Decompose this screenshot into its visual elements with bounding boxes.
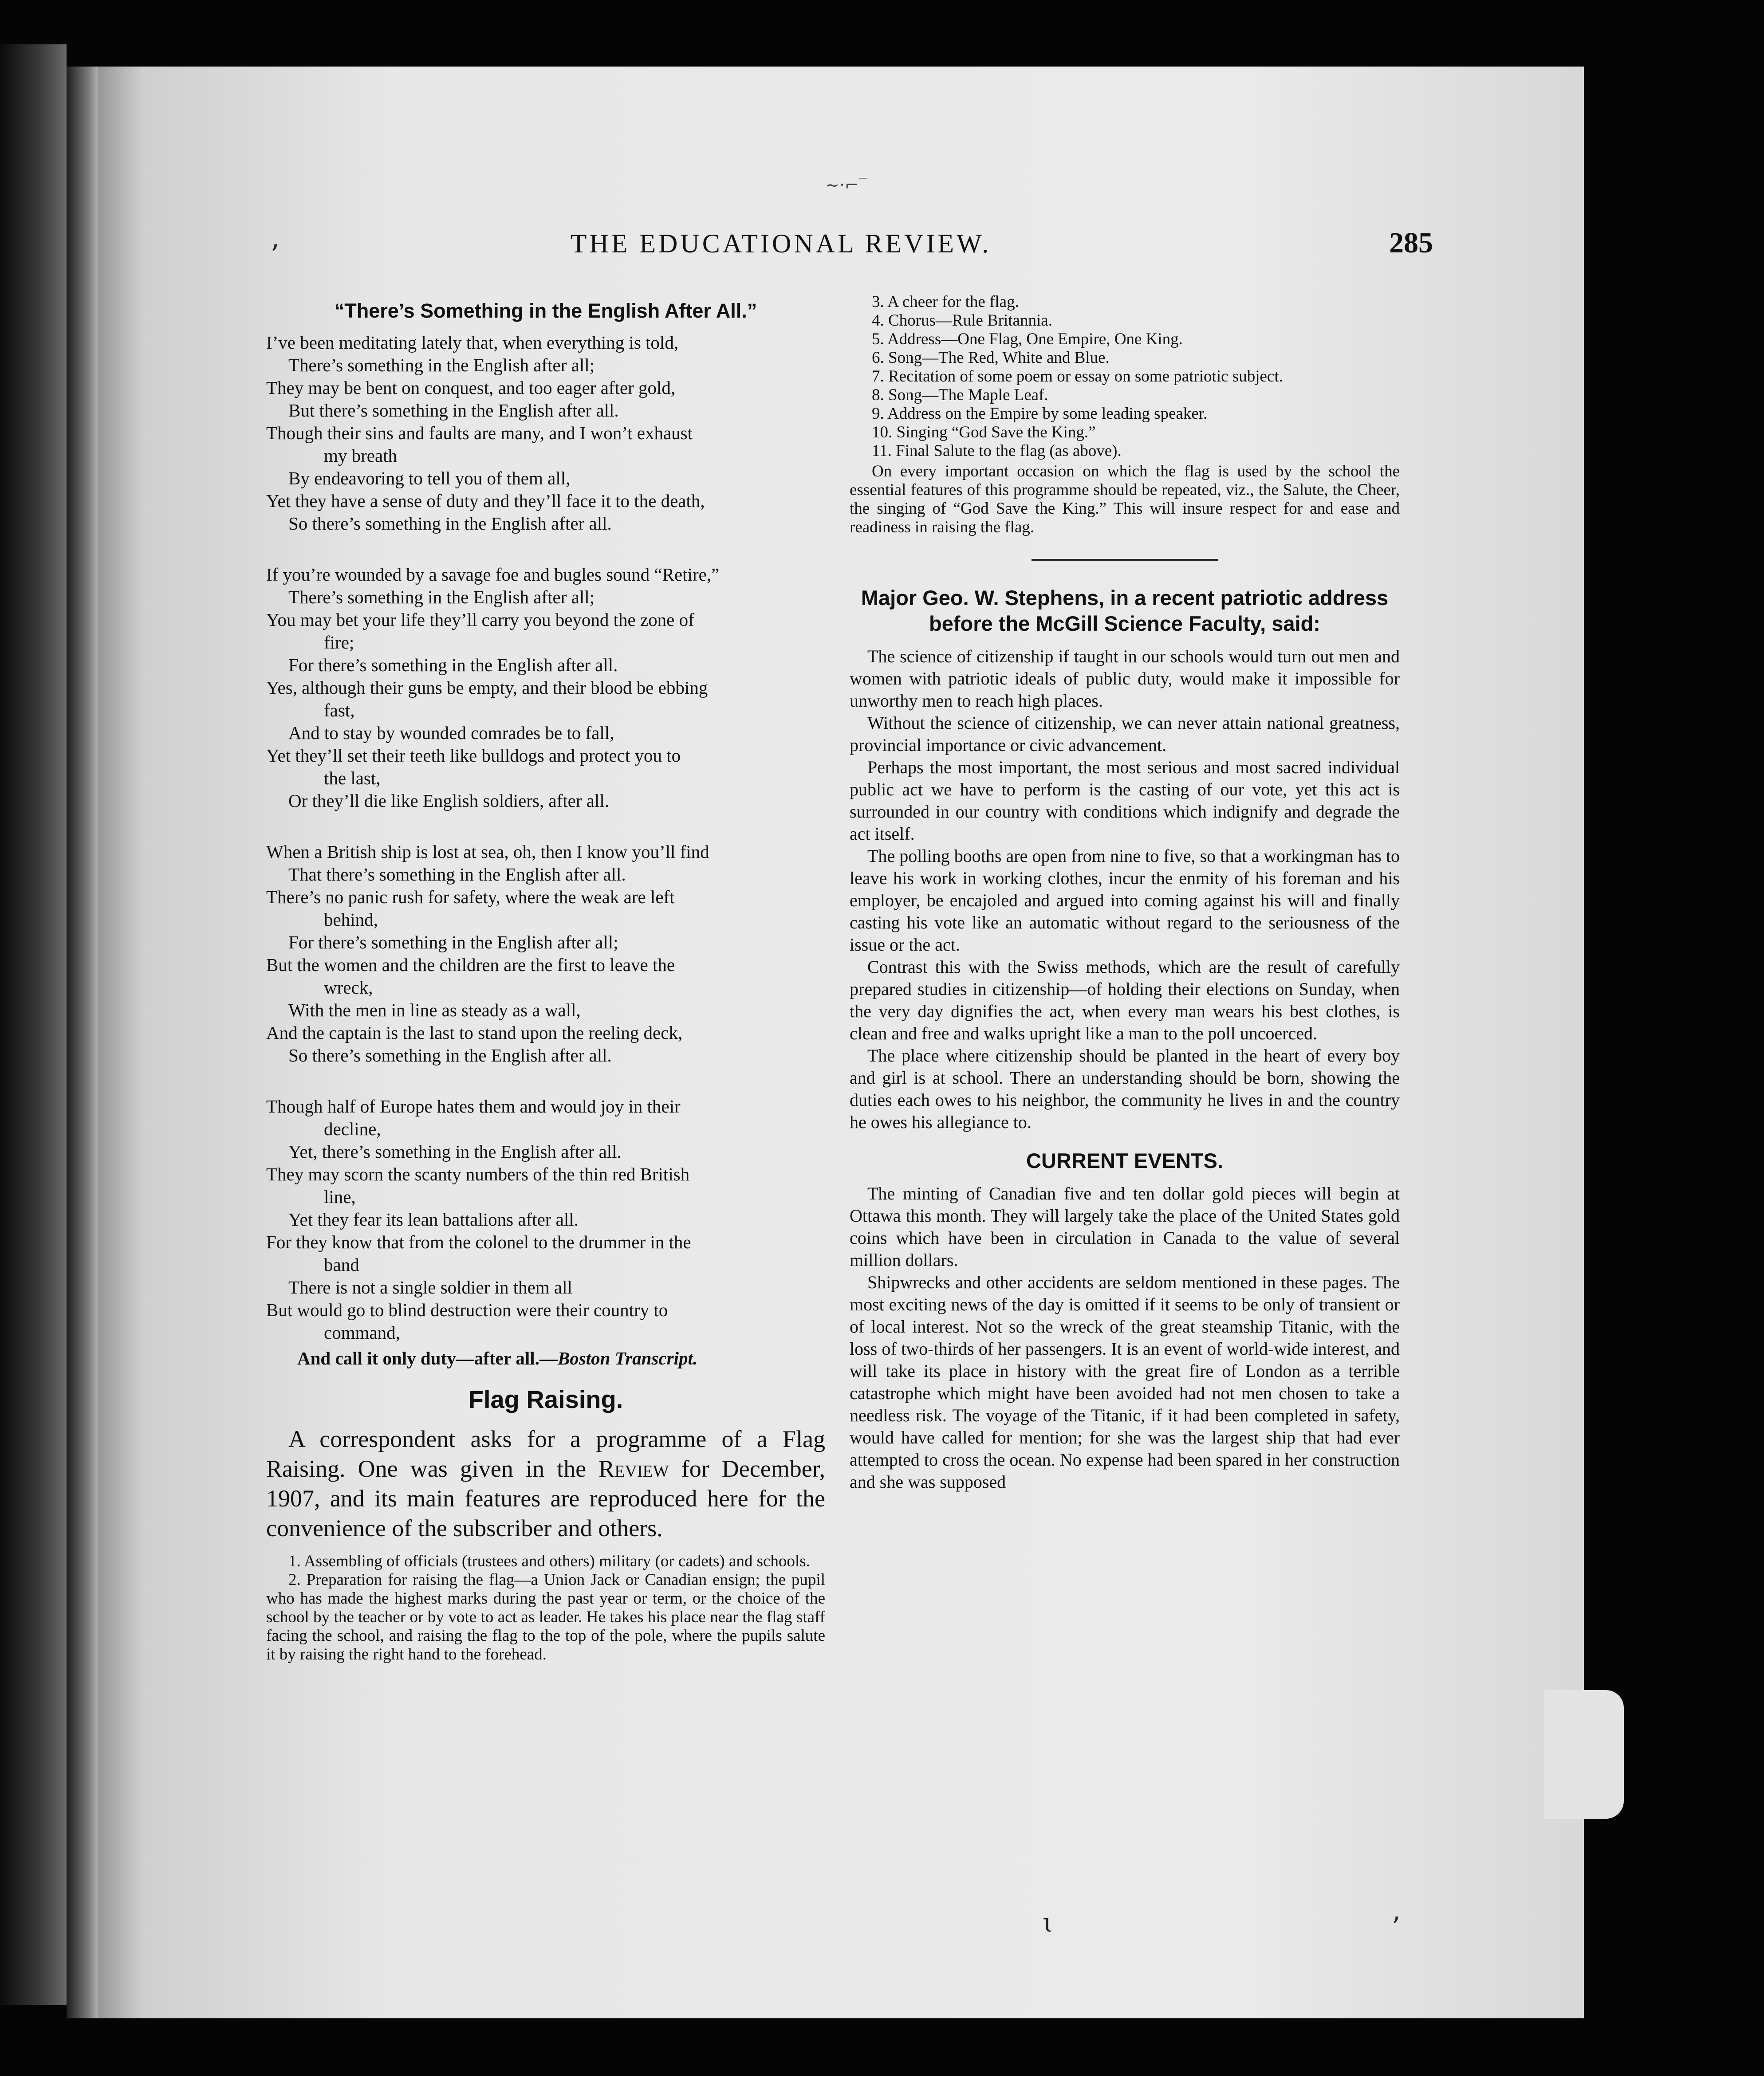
- current-events-paragraph: Shipwrecks and other accidents are seldom mentioned in these pages. The most exciting news of the day is omitted if it seems to be only of transient or of local interest. Not so the wreck of the great steamship Titanic, with the loss of two-thirds of her passengers. It is an event of world-wide interest, and will take its place in history with the great fire of London as a terrible catastrophe which might have been avoided had not men chosen to take a needless risk. The voyage of the Titanic, if it had been completed in safety, would have called for mention; for she was the largest ship that had ever attempted to cross the ocean. No expense had been spared in her construction and she was supposed: [850, 1272, 1400, 1492]
- current-events-paragraph: The minting of Canadian five and ten dollar gold pieces will begin at Ottawa this month. They will largely take the place of the United States gold coins which have been in circulation in Canada to the value of several million dollars.: [850, 1183, 1400, 1270]
- poem-line: Though half of Europe hates them and would joy in their: [266, 1096, 681, 1117]
- poem-line: You may bet your life they’ll carry you beyond the zone of: [266, 609, 694, 630]
- poem-line: Yet, there’s something in the English after all.: [288, 1141, 622, 1162]
- poem-line: fast,: [324, 700, 355, 720]
- poem-stanza: [266, 1095, 825, 1344]
- poem-line: But would go to blind destruction were their country to: [266, 1300, 668, 1320]
- poem-line: Or they’ll die like English soldiers, after all.: [288, 790, 610, 811]
- poem-line: By endeavoring to tell you of them all,: [288, 468, 571, 488]
- poem-line: There’s no panic rush for safety, where the weak are left: [266, 887, 675, 907]
- poem-line: They may be bent on conquest, and too eager after gold,: [266, 377, 676, 398]
- programme-item: 10. Singing “God Save the King.”: [872, 423, 1096, 441]
- poem-line: Yes, although their guns be empty, and their blood be ebbing: [266, 677, 708, 698]
- intro-text-b: for December, 1907, and its main features are reproduced here for the convenience of the subscriber and others.: [266, 1455, 825, 1541]
- poem-line: I’ve been meditating lately that, when everything is told,: [266, 332, 679, 353]
- poem-line: Yet they have a sense of duty and they’ll face it to the death,: [266, 491, 705, 511]
- programme-item-1: 1. Assembling of officials (trustees and others) military (or cadets) and schools.: [288, 1552, 810, 1570]
- programme-item: 5. Address—One Flag, One Empire, One King.: [872, 330, 1183, 348]
- stephens-paragraph: The polling booths are open from nine to five, so that a workingman has to leave his work in working clothes, incur the enmity of his foreman and his employer, be encajoled and argued into coming against his will and finally casting his vote like an automatic without regard to the seriousness of the issue or the act.: [850, 846, 1400, 955]
- poem-line: command,: [324, 1322, 400, 1343]
- programme-item: 9. Address on the Empire by some leading speaker.: [872, 405, 1208, 423]
- programme-item: 7. Recitation of some poem or essay on some patriotic subject.: [872, 367, 1283, 385]
- poem-stanza: [266, 563, 825, 812]
- poem-closing-line: [266, 1347, 825, 1370]
- stephens-paragraph: The place where citizenship should be planted in the heart of every boy and girl is at school. There an understanding should be born, showing the duties each owes to his neighbor, the community he lives in and the country he owes his allegiance to.: [850, 1046, 1400, 1132]
- programme-item: 4. Chorus—Rule Britannia.: [872, 311, 1052, 330]
- poem-line: But there’s something in the English after all.: [288, 400, 619, 421]
- stephens-heading: Major Geo. W. Stephens, in a recent patriotic address before the McGill Science Faculty, said:: [861, 586, 1389, 635]
- programme-item: 11. Final Salute to the flag (as above).: [872, 442, 1122, 460]
- stephens-address: [850, 645, 1400, 1133]
- poem-line: decline,: [324, 1119, 381, 1139]
- programme-item: 6. Song—The Red, White and Blue.: [872, 349, 1110, 367]
- poem-line: For there’s something in the English after all;: [288, 932, 618, 952]
- poem-line: For there’s something in the English after all.: [288, 655, 618, 675]
- poem-line: For they know that from the colonel to the drummer in the: [266, 1232, 691, 1252]
- poem-source: Boston Transcript.: [557, 1348, 698, 1368]
- poem-line: With the men in line as steady as a wall,: [288, 1000, 581, 1020]
- right-column: [850, 293, 1400, 1493]
- stephens-paragraph: The science of citizenship if taught in our schools would turn out men and women with patriotic ideals of public duty, would make it impossible for unworthy men to reach high places.: [850, 646, 1400, 711]
- poem-stanza: [266, 841, 825, 1067]
- poem-line: behind,: [324, 909, 378, 930]
- review-reference: Review: [598, 1455, 669, 1482]
- poem-line: my breath: [324, 445, 398, 466]
- page-gutter-shadow: [67, 67, 98, 2018]
- poem-line: Though their sins and faults are many, and I won’t exhaust: [266, 423, 693, 443]
- margin-mark: ɩ: [1043, 1907, 1053, 1938]
- margin-mark: ʼ: [1391, 1912, 1400, 1943]
- closing-line-text: And call it only duty—after all.—: [297, 1348, 558, 1368]
- margin-mark: ʼ: [270, 240, 279, 271]
- poem-line: There’s something in the English after all;: [288, 587, 595, 607]
- programme-list: [850, 293, 1400, 460]
- poem-line: There’s something in the English after all;: [288, 355, 595, 375]
- flag-raising-heading: Flag Raising.: [468, 1385, 623, 1413]
- poem-line: And to stay by wounded comrades be to fall,: [288, 723, 614, 743]
- poem-stanza: [266, 331, 825, 535]
- poem-line: If you’re wounded by a savage foe and bugles sound “Retire,”: [266, 564, 720, 585]
- stephens-paragraph: Without the science of citizenship, we can never attain national greatness, provincial importance or civic advancement.: [850, 713, 1400, 755]
- poem-line: line,: [324, 1187, 356, 1207]
- poem-body: [266, 331, 825, 1344]
- running-title: THE EDUCATIONAL REVIEW.: [570, 229, 992, 258]
- facing-page-edge: [0, 44, 67, 2005]
- poem-line: There is not a single soldier in them all: [288, 1277, 572, 1298]
- poem-line: That there’s something in the English after all.: [288, 864, 626, 885]
- poem-line: But the women and the children are the first to leave the: [266, 955, 675, 975]
- flag-raising-intro: [266, 1424, 825, 1543]
- page-header: [346, 175, 1433, 259]
- poem-line: They may scorn the scanty numbers of the thin red British: [266, 1164, 690, 1184]
- poem-line: So there’s something in the English after all.: [288, 1045, 612, 1066]
- poem-line: And the captain is the last to stand upon the reeling deck,: [266, 1022, 683, 1043]
- poem-line: wreck,: [324, 977, 373, 998]
- stephens-paragraph: Contrast this with the Swiss methods, which are the result of carefully prepared studies in citizenship—of holding their elections on Sunday, when the very day dignifies the act, when every man wears his best clothes, is clean and free and walks upright like a man to the poll uncoerced.: [850, 957, 1400, 1043]
- intro-text-a: A correspondent asks for a programme of a Flag Raising. One was given in the: [266, 1426, 825, 1482]
- stephens-paragraph: Perhaps the most important, the most serious and most sacred individual public act we have to perform is the casting of our vote, yet this act is surrounded in our country with conditions which indignify and degrade the act itself.: [850, 757, 1400, 844]
- poem-line: So there’s something in the English after all.: [288, 513, 612, 534]
- poem-title: “There’s Something in the English After All.”: [334, 299, 757, 322]
- section-divider: [1032, 559, 1218, 561]
- current-events-body: [850, 1183, 1400, 1493]
- programme-closing: On every important occasion on which the flag is used by the school the essential features of this programme should be repeated, viz., the Salute, the Cheer, the singing of “God Save the King.” This will insure respect for and ease and readiness in raising the flag.: [850, 462, 1400, 536]
- poem-line: Yet they’ll set their teeth like bulldogs and protect you to: [266, 745, 681, 766]
- poem-line: band: [324, 1254, 359, 1275]
- programme-item: 8. Song—The Maple Leaf.: [872, 386, 1048, 404]
- left-column: [266, 299, 825, 1664]
- current-events-heading: CURRENT EVENTS.: [1026, 1149, 1223, 1172]
- poem-line: Yet they fear its lean battalions after all.: [288, 1209, 579, 1230]
- page-tab: [1544, 1690, 1624, 1819]
- programme-item-2: 2. Preparation for raising the flag—a Union Jack or Canadian ensign; the pupil who has made the highest marks during the past year or term, or the choice of the school by the teacher or by vote to act as leader. He takes his place near the flag staff facing the school, and raising the flag to the top of the pole, where the pupils salute it by raising the right hand to the forehead.: [266, 1571, 825, 1663]
- poem-line: the last,: [324, 768, 381, 788]
- poem-line: When a British ship is lost at sea, oh, then I know you’ll find: [266, 841, 709, 862]
- page-number: 285: [1389, 227, 1433, 259]
- poem-line: fire;: [324, 632, 354, 653]
- pencil-scribble: ~·⌐‾: [825, 175, 867, 195]
- programme-item: 3. A cheer for the flag.: [872, 293, 1019, 311]
